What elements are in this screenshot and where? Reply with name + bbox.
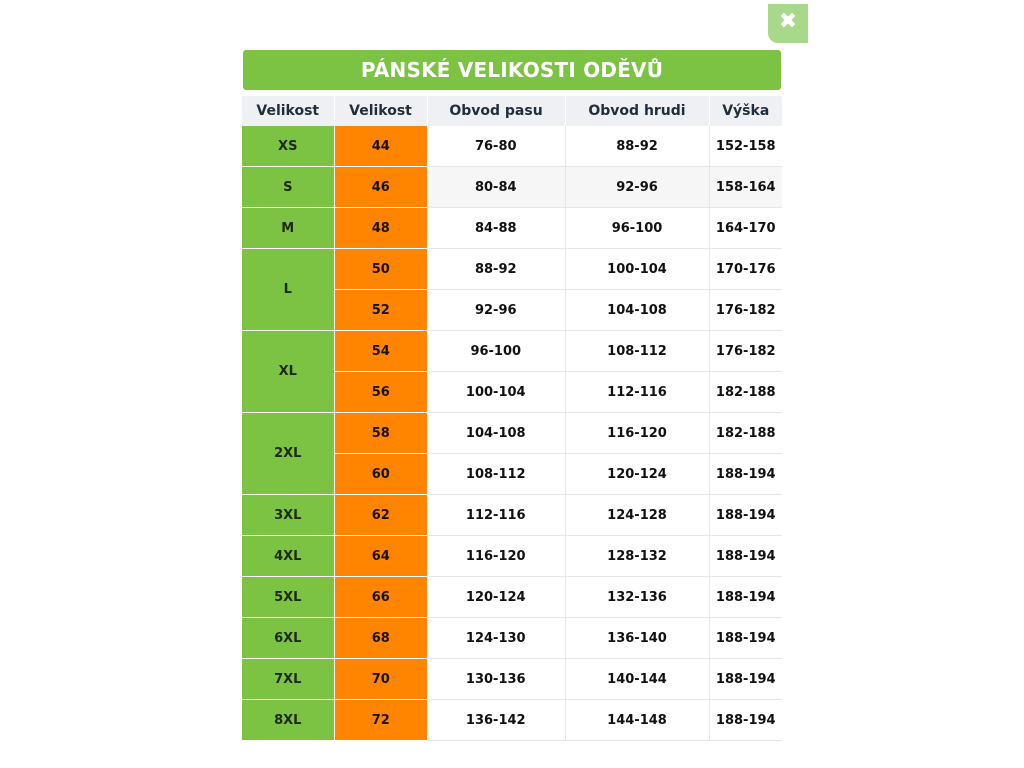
- size-letter-cell: 4XL: [242, 536, 334, 577]
- table-row: [242, 495, 782, 536]
- waist-cell: 130-136: [427, 659, 565, 700]
- height-cell: 182-188: [709, 372, 782, 413]
- size-number-cell: 48: [334, 208, 427, 249]
- size-number-cell: 50: [334, 249, 427, 290]
- height-cell: 170-176: [709, 249, 782, 290]
- size-number-cell: 58: [334, 413, 427, 454]
- height-cell: 188-194: [709, 454, 782, 495]
- waist-cell: 136-142: [427, 700, 565, 741]
- chest-cell: 136-140: [565, 618, 709, 659]
- table-row: [242, 618, 782, 659]
- size-letter-cell: M: [242, 208, 334, 249]
- size-letter-cell: XS: [242, 126, 334, 167]
- size-letter-cell: L: [242, 249, 334, 331]
- waist-cell: 108-112: [427, 454, 565, 495]
- size-letter-cell: 2XL: [242, 413, 334, 495]
- size-number-cell: 72: [334, 700, 427, 741]
- waist-cell: 92-96: [427, 290, 565, 331]
- size-number-cell: 54: [334, 331, 427, 372]
- waist-cell: 120-124: [427, 577, 565, 618]
- header-waist: Obvod pasu: [427, 96, 565, 126]
- size-number-cell: 60: [334, 454, 427, 495]
- table-row: [242, 331, 782, 372]
- size-number-cell: 68: [334, 618, 427, 659]
- table-row: [242, 208, 782, 249]
- height-cell: 152-158: [709, 126, 782, 167]
- height-cell: 188-194: [709, 700, 782, 741]
- height-cell: 176-182: [709, 290, 782, 331]
- chest-cell: 144-148: [565, 700, 709, 741]
- chest-cell: 120-124: [565, 454, 709, 495]
- page-title: PÁNSKÉ VELIKOSTI ODĚVŮ: [243, 50, 781, 90]
- waist-cell: 124-130: [427, 618, 565, 659]
- waist-cell: 96-100: [427, 331, 565, 372]
- table-row: [242, 413, 782, 454]
- chest-cell: 108-112: [565, 331, 709, 372]
- height-cell: 188-194: [709, 536, 782, 577]
- waist-cell: 80-84: [427, 167, 565, 208]
- header-chest: Obvod hrudi: [565, 96, 709, 126]
- height-cell: 176-182: [709, 331, 782, 372]
- waist-cell: 112-116: [427, 495, 565, 536]
- size-number-cell: 64: [334, 536, 427, 577]
- chest-cell: 96-100: [565, 208, 709, 249]
- size-chart-table: [242, 96, 782, 741]
- waist-cell: 84-88: [427, 208, 565, 249]
- size-letter-cell: 8XL: [242, 700, 334, 741]
- chest-cell: 116-120: [565, 413, 709, 454]
- waist-cell: 116-120: [427, 536, 565, 577]
- close-button[interactable]: [768, 4, 808, 43]
- height-cell: 188-194: [709, 577, 782, 618]
- size-letter-cell: 5XL: [242, 577, 334, 618]
- size-number-cell: 56: [334, 372, 427, 413]
- chest-cell: 124-128: [565, 495, 709, 536]
- waist-cell: 104-108: [427, 413, 565, 454]
- size-letter-cell: 7XL: [242, 659, 334, 700]
- chest-cell: 128-132: [565, 536, 709, 577]
- header-size-number: Velikost: [334, 96, 427, 126]
- header-height: Výška: [709, 96, 782, 126]
- height-cell: 182-188: [709, 413, 782, 454]
- waist-cell: 76-80: [427, 126, 565, 167]
- chest-cell: 88-92: [565, 126, 709, 167]
- table-row: [242, 167, 782, 208]
- chest-cell: 100-104: [565, 249, 709, 290]
- table-row: [242, 249, 782, 290]
- size-letter-cell: XL: [242, 331, 334, 413]
- table-row: [242, 536, 782, 577]
- close-icon: ✖: [778, 9, 798, 34]
- chest-cell: 104-108: [565, 290, 709, 331]
- header-size-letter: Velikost: [242, 96, 334, 126]
- size-number-cell: 52: [334, 290, 427, 331]
- height-cell: 188-194: [709, 659, 782, 700]
- size-letter-cell: S: [242, 167, 334, 208]
- size-number-cell: 46: [334, 167, 427, 208]
- height-cell: 188-194: [709, 495, 782, 536]
- height-cell: 158-164: [709, 167, 782, 208]
- chest-cell: 140-144: [565, 659, 709, 700]
- size-letter-cell: 3XL: [242, 495, 334, 536]
- height-cell: 188-194: [709, 618, 782, 659]
- table-row: [242, 700, 782, 741]
- waist-cell: 88-92: [427, 249, 565, 290]
- chest-cell: 92-96: [565, 167, 709, 208]
- table-row: [242, 577, 782, 618]
- chest-cell: 132-136: [565, 577, 709, 618]
- height-cell: 164-170: [709, 208, 782, 249]
- size-letter-cell: 6XL: [242, 618, 334, 659]
- size-number-cell: 62: [334, 495, 427, 536]
- table-row: [242, 659, 782, 700]
- chest-cell: 112-116: [565, 372, 709, 413]
- size-number-cell: 70: [334, 659, 427, 700]
- size-number-cell: 44: [334, 126, 427, 167]
- table-header-row: [242, 96, 782, 126]
- waist-cell: 100-104: [427, 372, 565, 413]
- size-number-cell: 66: [334, 577, 427, 618]
- table-row: [242, 126, 782, 167]
